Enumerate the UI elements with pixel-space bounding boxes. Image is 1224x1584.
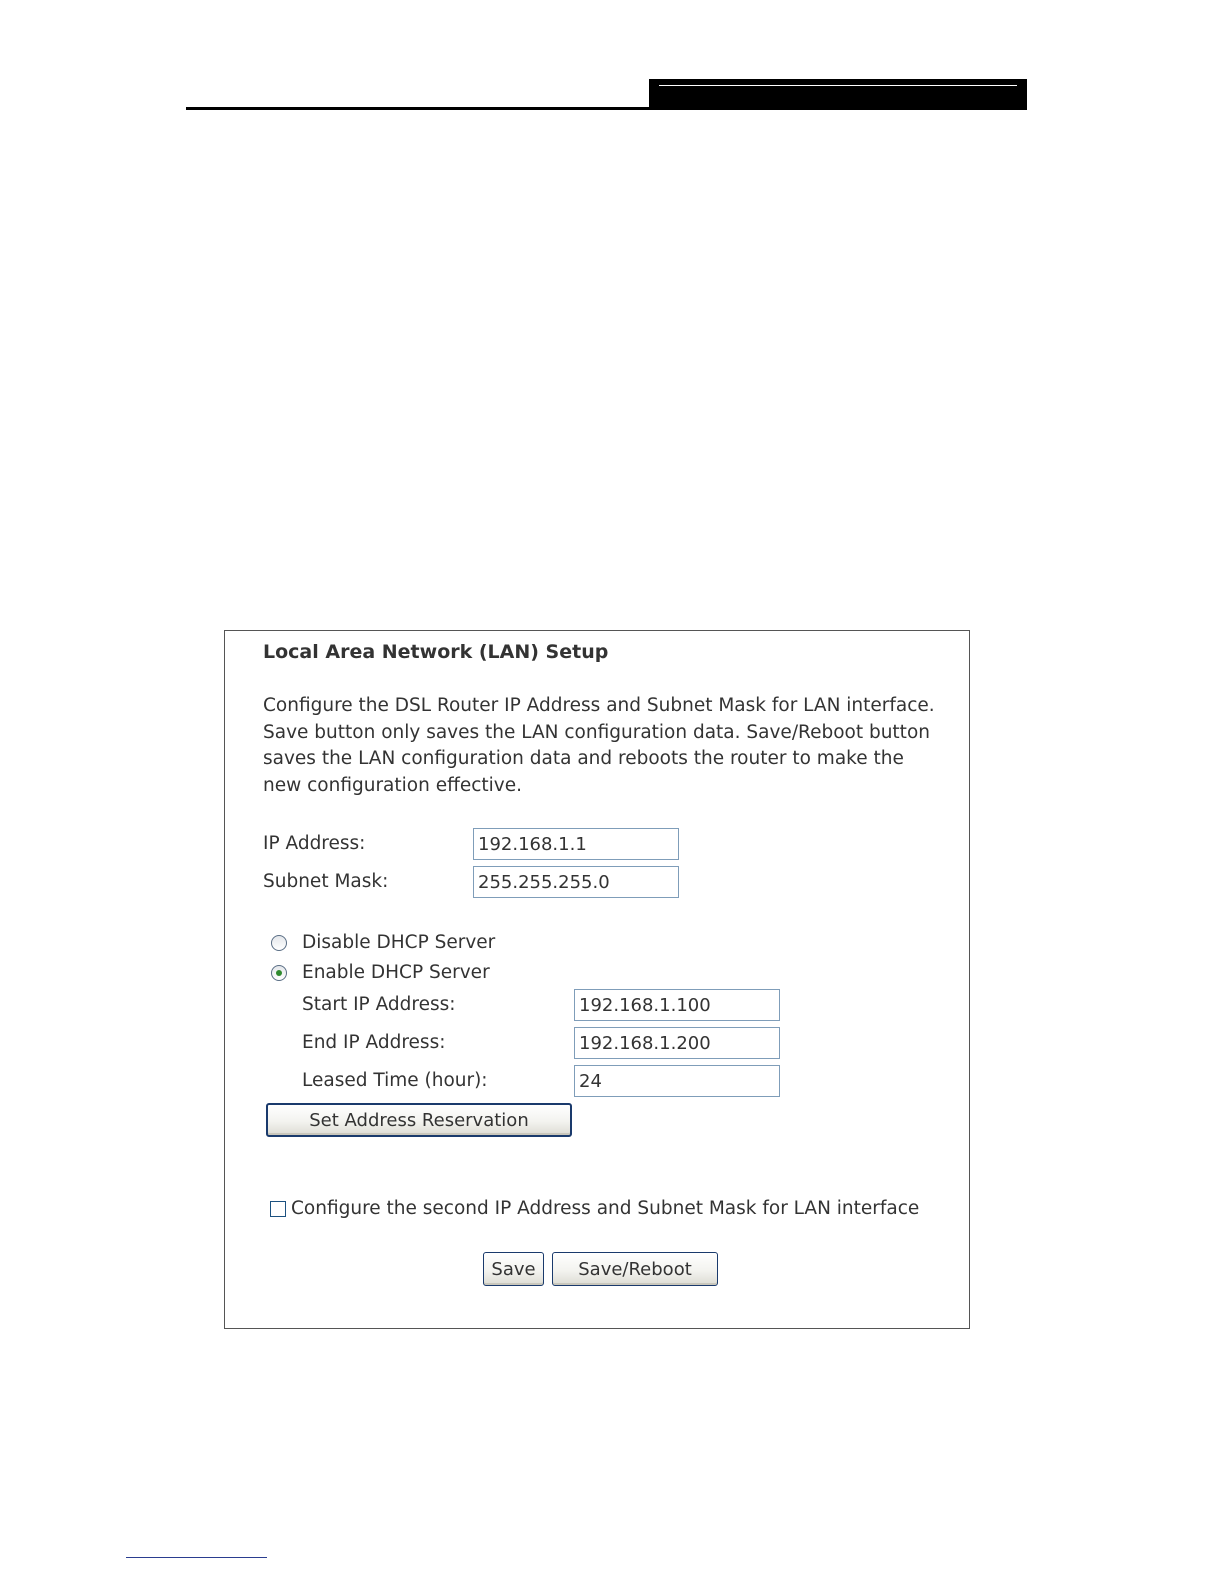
ip-address-input[interactable] — [473, 828, 679, 860]
ip-address-label: IP Address: — [263, 833, 366, 854]
second-ip-label: Configure the second IP Address and Subnet Mask for LAN interface — [291, 1198, 920, 1219]
disable-dhcp-radio[interactable] — [271, 935, 287, 951]
subnet-mask-label: Subnet Mask: — [263, 871, 389, 892]
second-ip-checkbox[interactable] — [270, 1201, 286, 1217]
start-ip-label: Start IP Address: — [302, 994, 456, 1015]
save-button[interactable]: Save — [483, 1252, 544, 1286]
page-title: Local Area Network (LAN) Setup — [263, 641, 609, 663]
leased-time-label: Leased Time (hour): — [302, 1070, 488, 1091]
header-block — [649, 79, 1027, 110]
enable-dhcp-label: Enable DHCP Server — [302, 962, 490, 983]
lan-setup-panel — [224, 630, 970, 1329]
start-ip-input[interactable] — [574, 989, 780, 1021]
enable-dhcp-radio[interactable] — [271, 965, 287, 981]
end-ip-label: End IP Address: — [302, 1032, 446, 1053]
disable-dhcp-label: Disable DHCP Server — [302, 932, 496, 953]
set-address-reservation-button[interactable]: Set Address Reservation — [266, 1103, 572, 1137]
save-reboot-button[interactable]: Save/Reboot — [552, 1252, 718, 1286]
subnet-mask-input[interactable] — [473, 866, 679, 898]
description: Configure the DSL Router IP Address and Subnet Mask for LAN interface. Save button only saves the LAN configuration data. Save/Reboot button saves the LAN configuration data and reboots the router to make the new configuration effective. — [263, 695, 935, 796]
header-block-line — [659, 85, 1017, 86]
leased-time-input[interactable] — [574, 1065, 780, 1097]
end-ip-input[interactable] — [574, 1027, 780, 1059]
footer-rule — [126, 1557, 267, 1558]
